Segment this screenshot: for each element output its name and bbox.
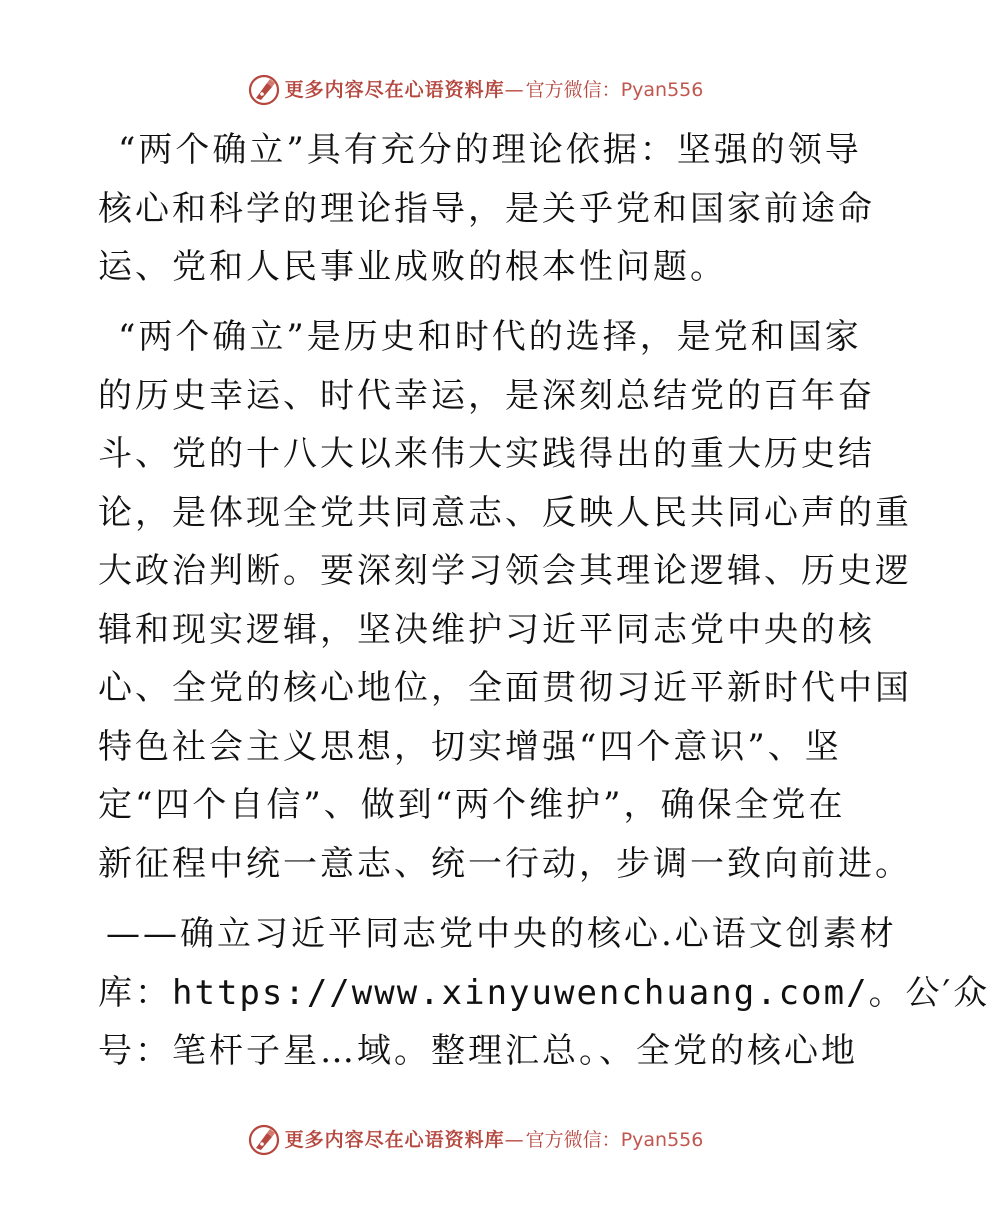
banner-wechat-label: 官方微信： — [525, 1129, 621, 1151]
footer-watermark-banner — [0, 1120, 950, 1160]
text-line: 核心和科学的理论指导，是关乎党和国家前途命 — [98, 188, 875, 229]
banner-wechat-id: Pyan556 — [620, 79, 704, 101]
text-line: ——确立习近平同志党中央的核心.心语文创素材 — [106, 914, 897, 954]
text-line: “两个确立”具有充分的理论依据：坚强的领导 — [118, 130, 862, 170]
header-watermark-banner — [0, 70, 950, 110]
pen-nib-logo-icon — [247, 1123, 281, 1157]
text-line: 论，是体现全党共同意志、反映人民共同心声的重 — [98, 492, 912, 533]
source-prefix: 库： — [98, 972, 172, 1013]
text-line — [98, 964, 990, 1023]
text-line: 新征程中统一意志、统一行动，步调一致向前进。 — [98, 843, 912, 884]
paragraph-1 — [98, 121, 875, 297]
text-line: 心、全党的核心地位，全面贯彻习近平新时代中国 — [98, 668, 912, 708]
text-line: 号：笔杆子星…域。整理汇总。、全党的核心地 — [98, 1031, 858, 1071]
text-line: 特色社会主义思想，切实增强“四个意识”、坚 — [98, 726, 842, 767]
banner-separator: — — [504, 1129, 524, 1151]
source-note-paragraph — [98, 905, 990, 1081]
text-line: 运、党和人民事业成败的根本性问题。 — [98, 247, 727, 287]
paragraph-2 — [98, 308, 912, 893]
text-line: 辑和现实逻辑，坚决维护习近平同志党中央的核 — [98, 609, 875, 650]
banner-wechat-id: Pyan556 — [620, 1129, 704, 1151]
banner-site-name: 更多内容尽在心语资料库 — [284, 79, 505, 101]
source-url-link[interactable]: https://www.xinyuwenchuang.com/ — [172, 972, 869, 1013]
pen-nib-logo-icon — [247, 73, 281, 107]
text-line: 斗、党的十八大以来伟大实践得出的重大历史结 — [98, 434, 875, 474]
text-line: 定“四个自信”、做到“两个维护”，确保全党在 — [98, 785, 846, 825]
source-suffix: 。公′众 — [868, 972, 990, 1013]
banner-wechat-label: 官方微信： — [525, 79, 621, 101]
text-line: 大政治判断。要深刻学习领会其理论逻辑、历史逻 — [98, 551, 912, 591]
text-line: “两个确立”是历史和时代的选择，是党和国家 — [118, 317, 862, 357]
banner-site-name: 更多内容尽在心语资料库 — [284, 1129, 505, 1151]
banner-separator: — — [504, 79, 524, 101]
text-line: 的历史幸运、时代幸运，是深刻总结党的百年奋 — [98, 375, 875, 416]
